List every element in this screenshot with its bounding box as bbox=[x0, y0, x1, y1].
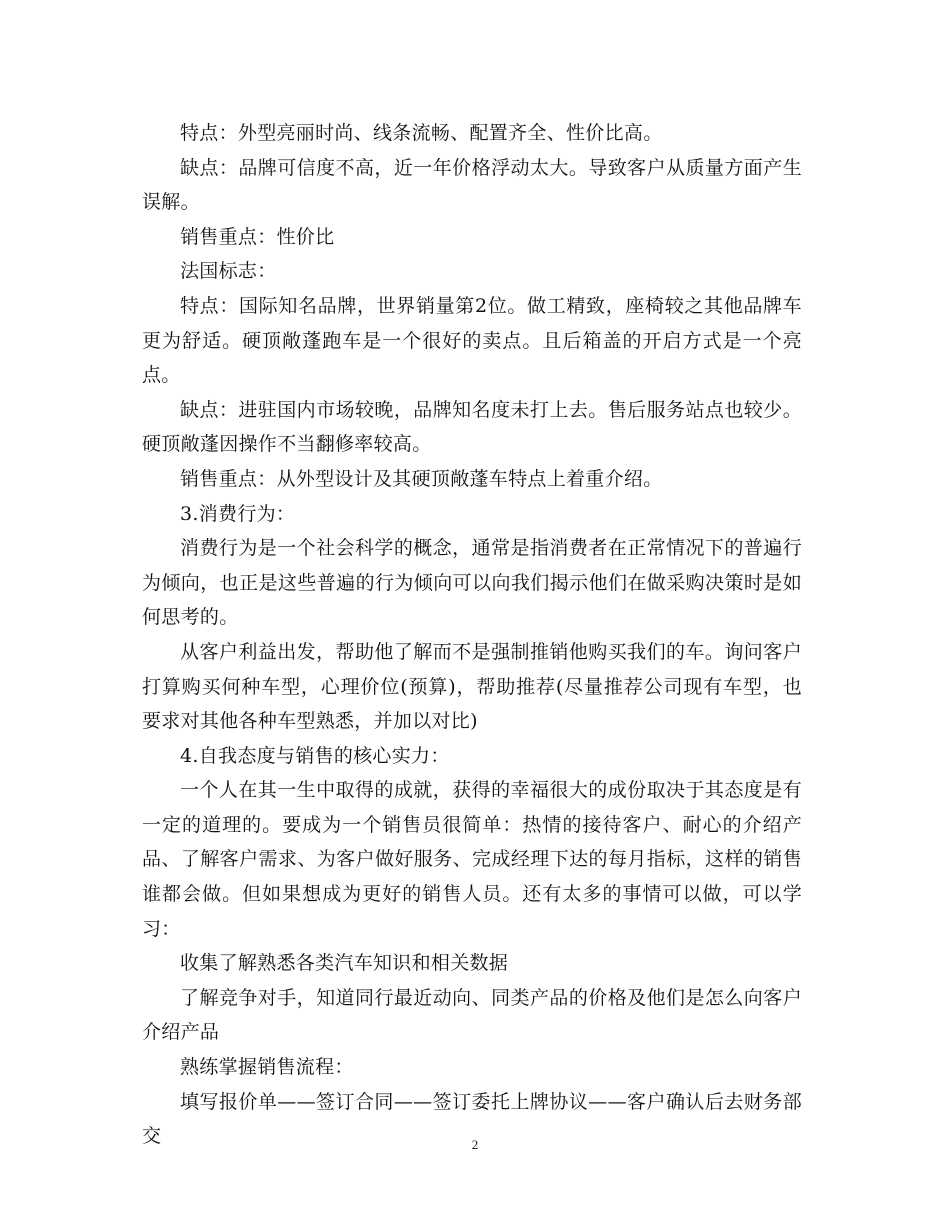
paragraph-features-1: 特点：外型亮丽时尚、线条流畅、配置齐全、性价比高。 bbox=[180, 122, 663, 144]
section-heading-consumer-behavior: 3.消费行为： bbox=[180, 502, 296, 525]
paragraph-sales-process-heading: 熟练掌握销售流程： bbox=[180, 1056, 354, 1079]
paragraph-drawbacks-2: 缺点：进驻国内市场较晚，品牌知名度未打上去。售后服务站点也较少。硬顶敞蓬因操作不当翻修率较高。 bbox=[142, 398, 802, 456]
paragraph-sales-focus-1: 销售重点：性价比 bbox=[180, 225, 335, 248]
paragraph-peugeot-heading: 法国标志： bbox=[180, 260, 277, 283]
paragraph-attitude: 一个人在其一生中取得的成就，获得的幸福很大的成份取决于其态度是有一定的道理的。要成为一个销售员很简单：热情的接待客户、耐心的介绍产品、了解客户需求、为客户做好服务、完成经理下达的每月指标，这样的销售谁都会做。但如果想成为更好的销售人员。还有太多的事情可以做，可以学习： bbox=[142, 779, 802, 940]
document-body bbox=[142, 116, 802, 1154]
paragraph-know-competitors: 了解竞争对手，知道同行最近动向、同类产品的价格及他们是怎么向客户介绍产品 bbox=[142, 986, 802, 1044]
paragraph-sales-focus-2: 销售重点：从外型设计及其硬顶敞蓬车特点上着重介绍。 bbox=[180, 467, 663, 490]
section-heading-self-attitude: 4.自我态度与销售的核心实力： bbox=[180, 744, 450, 767]
paragraph-customer-interest: 从客户利益出发，帮助他了解而不是强制推销他购买我们的车。询问客户打算购买何种车型，心理价位(预算)，帮助推荐(尽量推荐公司现有车型，也要求对其他各种车型熟悉，并加以对比) bbox=[142, 640, 802, 733]
paragraph-sales-process-steps: 填写报价单——签订合同——签订委托上牌协议——客户确认后去财务部交 bbox=[142, 1090, 802, 1148]
paragraph-drawbacks-1: 缺点：品牌可信度不高，近一年价格浮动太大。导致客户从质量方面产生误解。 bbox=[142, 156, 802, 214]
paragraph-features-2: 特点：国际知名品牌，世界销量第2位。做工精致，座椅较之其他品牌车更为舒适。硬顶敞蓬跑车是一个很好的卖点。且后箱盖的开启方式是一个亮点。 bbox=[142, 294, 802, 387]
paragraph-collect-knowledge: 收集了解熟悉各类汽车知识和相关数据 bbox=[180, 952, 509, 975]
page-number: 2 bbox=[471, 1137, 479, 1152]
paragraph-consumer-behavior: 消费行为是一个社会科学的概念，通常是指消费者在正常情况下的普遍行为倾向，也正是这些普遍的行为倾向可以向我们揭示他们在做采购决策时是如何思考的。 bbox=[142, 537, 802, 629]
